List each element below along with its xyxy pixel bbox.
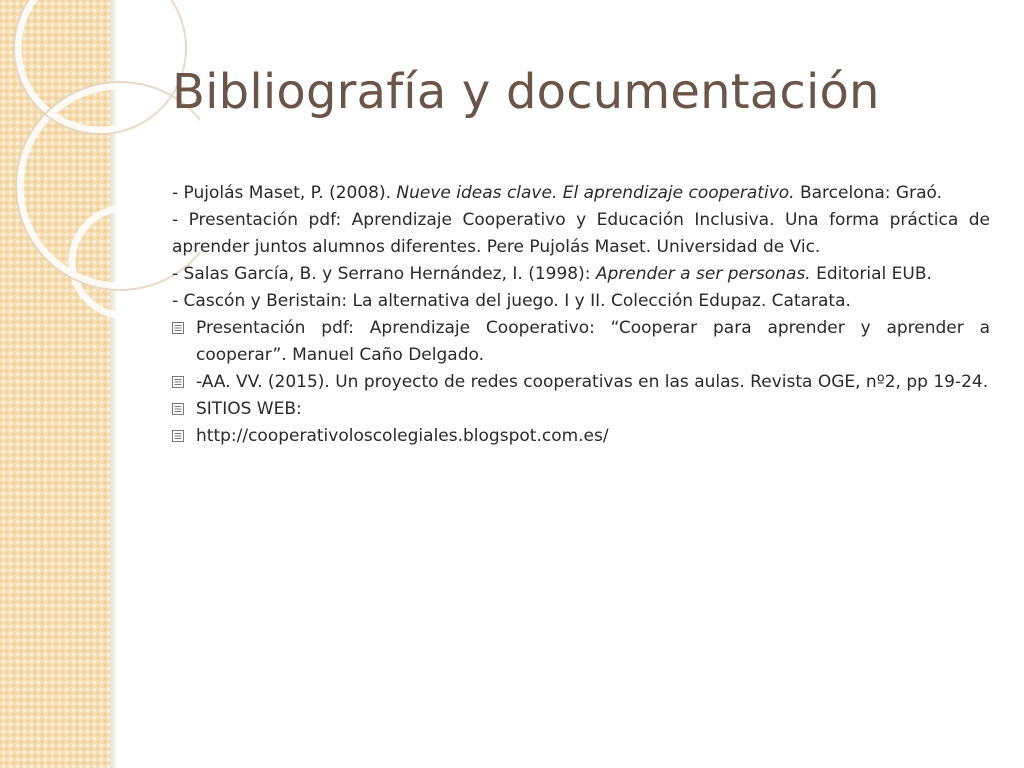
list-item [172,315,990,369]
side-panel-pattern [0,0,110,768]
slide-content [172,180,990,450]
list-item [172,396,990,423]
list-lines-icon [172,403,184,415]
slide-title: Bibliografía y documentación [172,64,880,120]
list-item [172,423,990,450]
reference-4: - Cascón y Beristain: La alternativa del juego. I y II. Colección Edupaz. Catarata. [172,291,851,311]
bullet-list [172,315,990,450]
list-lines-icon [172,376,184,388]
bullet-text: Presentación pdf: Aprendizaje Cooperativo: “Cooperar para aprender y aprender a cooperar”. Manuel Caño Delgado. [196,318,990,365]
bullet-text: -AA. VV. (2015). Un proyecto de redes cooperativas en las aulas. Revista OGE, nº2, pp 19-24. [196,372,989,392]
list-lines-icon [172,322,184,334]
bullet-text: SITIOS WEB: [196,399,302,419]
list-lines-icon [172,430,184,442]
reference-2: - Presentación pdf: Aprendizaje Cooperativo y Educación Inclusiva. Una forma práctica de aprender juntos alumnos diferentes. Pere Pujolás Maset. Universidad de Vic. [172,210,990,257]
reference-3: - Salas García, B. y Serrano Hernández, I. (1998): Aprender a ser personas. Editorial EUB. [172,264,932,284]
side-panel-edge [110,0,116,768]
list-item [172,369,990,396]
website-link[interactable]: http://cooperativoloscolegiales.blogspot.com.es/ [196,426,609,446]
reference-1: - Pujolás Maset, P. (2008). Nueve ideas clave. El aprendizaje cooperativo. Barcelona: Graó. [172,183,943,203]
